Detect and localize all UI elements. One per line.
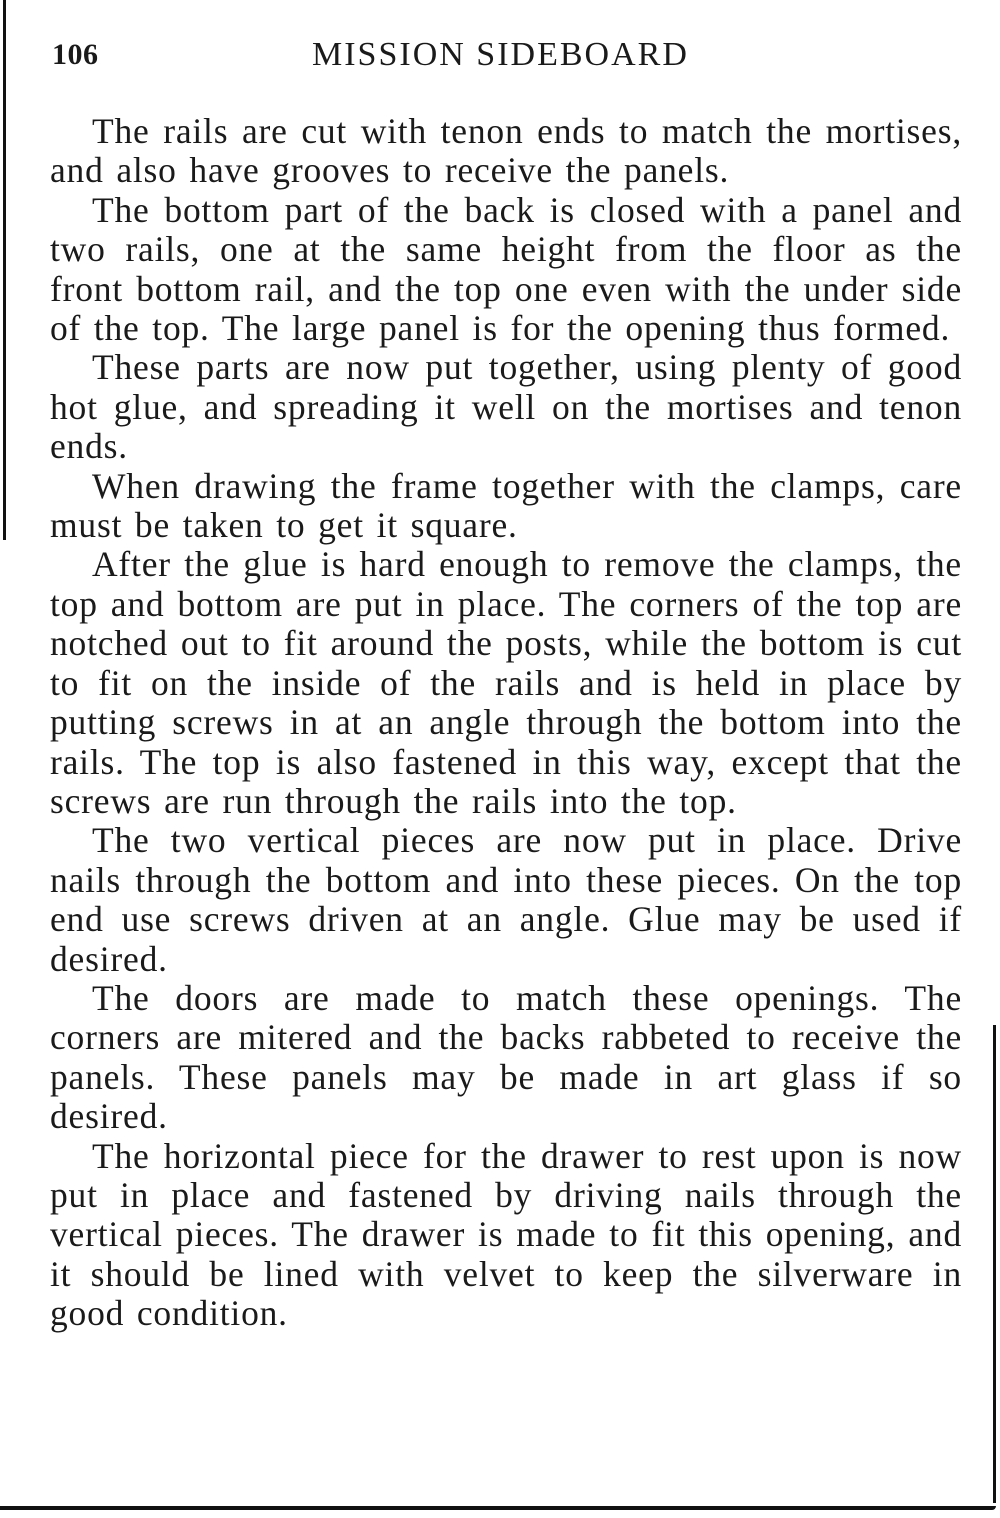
paragraph-rails: The rails are cut with tenon ends to match the mortises, and also have grooves to receive the panels. <box>50 111 962 191</box>
paragraph-bottom-back: The bottom part of the back is closed with a panel and two rails, one at the same height from the floor as the front bottom rail, and the top one even with the under side of the top. The large panel is for the opening thus formed. <box>50 189 962 349</box>
scan-edge-bottom <box>0 1506 996 1510</box>
paragraph-top-bottom: After the glue is hard enough to remove the clamps, the top and bottom are put in place. The corners of the top are notched out to fit around the posts, while the bottom is cut to fit on the inside of the rails and is held in place by putting screws in at an angle through the bottom into the rails. The top is also fastened in this way, except that the screws are run through the rails into the top. <box>50 544 962 821</box>
page-body <box>50 112 962 1334</box>
paragraph-doors: The doors are made to match these openings. The corners are mitered and the backs rabbeted to receive the panels. These panels may be made in art glass if so desired. <box>50 977 962 1137</box>
paragraph-vertical-pieces: The two vertical pieces are now put in place. Drive nails through the bottom and into these pieces. On the top end use screws driven at an angle. Glue may be used if desired. <box>50 820 962 979</box>
scan-edge-right <box>993 1025 996 1503</box>
paragraph-drawer: The horizontal piece for the drawer to rest upon is now put in place and fastened by driving nails through the vertical pieces. The drawer is made to fit this opening, and it should be lined with velvet to keep the silverware in good condition. <box>50 1135 962 1334</box>
page-header <box>42 32 958 80</box>
paragraph-glue: These parts are now put together, using plenty of good hot glue, and spreading it well on the mortises and tenon ends. <box>50 347 962 467</box>
scan-edge-left <box>3 0 6 540</box>
paragraph-clamps: When drawing the frame together with the clamps, care must be taken to get it square. <box>50 465 962 546</box>
running-title: MISSION SIDEBOARD <box>312 36 689 73</box>
page-number: 106 <box>52 38 99 71</box>
